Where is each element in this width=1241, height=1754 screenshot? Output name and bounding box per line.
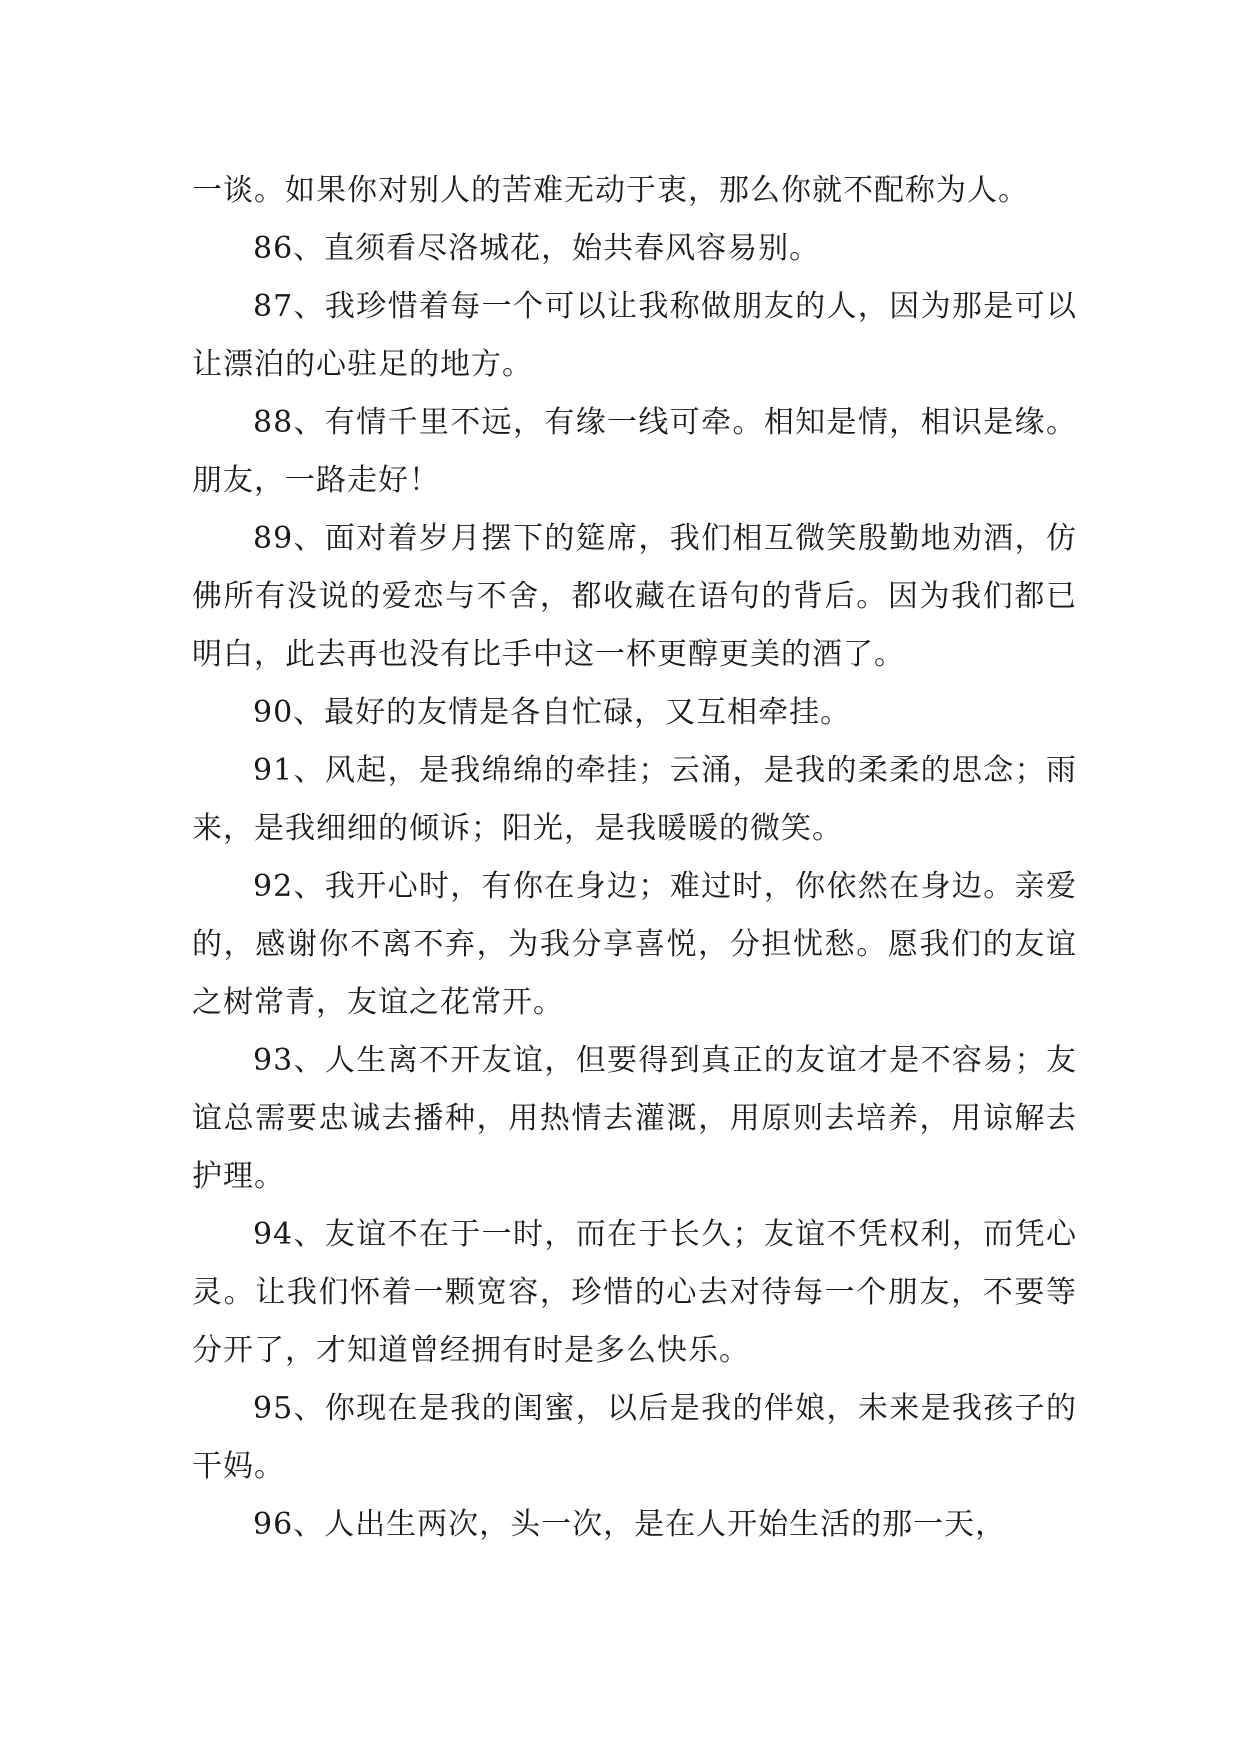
paragraph-86: 86、直须看尽洛城花，始共春风容易别。 bbox=[253, 231, 821, 266]
paragraph-88: 88、有情千里不远，有缘一线可牵。相知是情，相识是缘。朋友，一路走好！ bbox=[192, 405, 1077, 498]
paragraph-92: 92、我开心时，有你在身边；难过时，你依然在身边。亲爱的，感谢你不离不弃，为我分享喜悦，分担忧愁。愿我们的友谊之树常青，友谊之花常开。 bbox=[192, 869, 1077, 1020]
paragraph-94: 94、友谊不在于一时，而在于长久；友谊不凭权利，而凭心灵。让我们怀着一颗宽容，珍惜的心去对待每一个朋友，不要等分开了，才知道曾经拥有时是多么快乐。 bbox=[192, 1217, 1077, 1368]
paragraph-93: 93、人生离不开友谊，但要得到真正的友谊才是不容易；友谊总需要忠诚去播种，用热情去灌溉，用原则去培养，用谅解去护理。 bbox=[192, 1043, 1077, 1194]
paragraph: 一谈。如果你对别人的苦难无动于衷，那么你就不配称为人。 bbox=[192, 173, 1029, 208]
paragraph-87: 87、我珍惜着每一个可以让我称做朋友的人，因为那是可以让漂泊的心驻足的地方。 bbox=[192, 289, 1077, 382]
document-body bbox=[192, 162, 1077, 1554]
paragraph-89: 89、面对着岁月摆下的筵席，我们相互微笑殷勤地劝酒，仿佛所有没说的爱恋与不舍，都收藏在语句的背后。因为我们都已明白，此去再也没有比手中这一杯更醇更美的酒了。 bbox=[192, 521, 1077, 672]
paragraph-91: 91、风起，是我绵绵的牵挂；云涌，是我的柔柔的思念；雨来，是我细细的倾诉；阳光，是我暖暖的微笑。 bbox=[192, 753, 1077, 846]
paragraph-90: 90、最好的友情是各自忙碌，又互相牵挂。 bbox=[253, 695, 852, 730]
paragraph-95: 95、你现在是我的闺蜜，以后是我的伴娘，未来是我孩子的干妈。 bbox=[192, 1391, 1077, 1484]
paragraph-96: 96、人出生两次，头一次，是在人开始生活的那一天， bbox=[253, 1507, 1007, 1542]
